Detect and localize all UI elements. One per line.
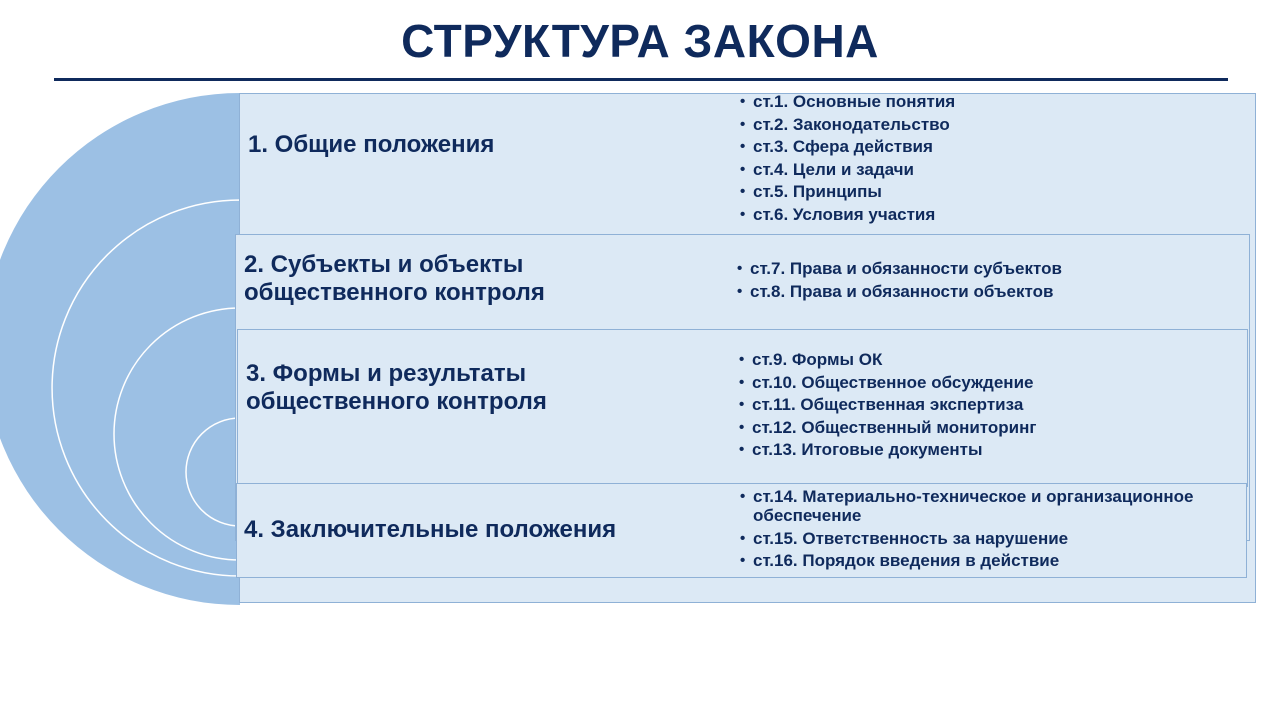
list-item: • ст.14. Материально-техническое и организационное обеспечение — [740, 487, 1245, 525]
section-title-1: 1. Общие положения — [248, 131, 495, 158]
list-item: • ст.8. Права и обязанности объектов — [737, 281, 1237, 304]
list-item: • ст.1. Основные понятия — [740, 91, 1240, 114]
page-title: СТРУКТУРА ЗАКОНА — [401, 15, 879, 67]
list-item: • ст.7. Права и обязанности субъектов — [737, 258, 1237, 281]
list-item: • ст.5. Принципы — [740, 181, 1240, 204]
list-item: • ст.10. Общественное обсуждение — [739, 372, 1239, 395]
section-title-3 — [246, 360, 547, 416]
list-item: • ст.4. Цели и задачи — [740, 159, 1240, 182]
section-title-line: 2. Субъекты и объекты — [244, 251, 524, 278]
list-item: • ст.2. Законодательство — [740, 114, 1240, 137]
section-title-line: общественного контроля — [246, 388, 547, 415]
outer-arc — [0, 93, 240, 605]
list-item: • ст.9. Формы ОК — [739, 349, 1239, 372]
section-items-4 — [740, 487, 1245, 572]
list-item: • ст.12. Общественный мониторинг — [739, 417, 1239, 440]
section-title-line: общественного контроля — [244, 279, 545, 306]
list-item: • ст.15. Ответственность за нарушение — [740, 528, 1245, 550]
section-title-line: 3. Формы и результаты — [246, 360, 527, 387]
list-item: • ст.3. Сфера действия — [740, 136, 1240, 159]
section-items-2 — [737, 258, 1237, 303]
section-title-2 — [244, 251, 545, 307]
list-item: • ст.11. Общественная экспертиза — [739, 394, 1239, 417]
list-item: • ст.13. Итоговые документы — [739, 439, 1239, 462]
section-items-1 — [740, 91, 1240, 226]
list-item: • ст.16. Порядок введения в действие — [740, 550, 1245, 572]
list-item: • ст.6. Условия участия — [740, 204, 1240, 227]
section-items-3 — [739, 349, 1239, 462]
section-title-4: 4. Заключительные положения — [244, 516, 617, 543]
